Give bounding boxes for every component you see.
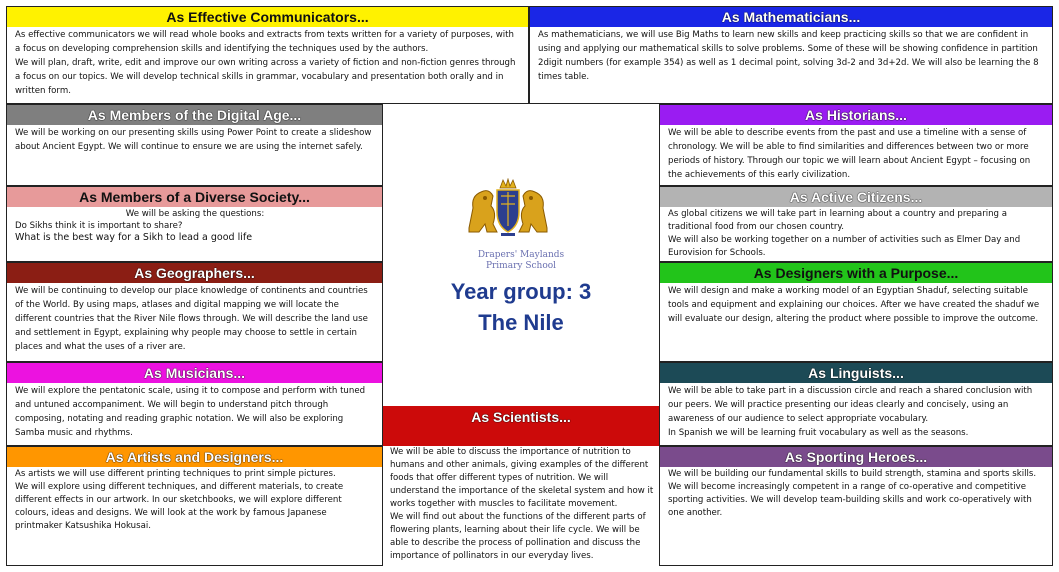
section-mathematicians-title: As Mathematicians... bbox=[530, 7, 1052, 27]
section-communicators bbox=[6, 6, 529, 104]
paragraph: We will design and make a working model of an Egyptian Shaduf, selecting suitable tools and equipment and explaining our choices. After we have created the shaduf we will evaluate our design, altering the product where possible to improve the outcome. bbox=[668, 286, 1040, 324]
section-linguists-title: As Linguists... bbox=[660, 363, 1052, 383]
section-digital bbox=[6, 104, 383, 186]
section-mathematicians-body bbox=[530, 27, 1052, 84]
paragraph: We will be able to take part in a discussion circle and reach a shared conclusion with our peers. We will practice presenting our ideas clearly and concisely, using an awareness of our audience to select appropriate vocabulary. bbox=[668, 386, 1033, 424]
paragraph: We will find out about the functions of the different parts of flowering plants, learning about their life cycle. We will be able to describe the process of pollination and discuss the importance of pollinators in our everyday lives. bbox=[390, 512, 646, 561]
paragraph: We will also be working together on a number of activities such as Elmer Day and Eurovision for Schools. bbox=[668, 235, 1021, 258]
paragraph: As global citizens we will take part in learning about a country and preparing a traditional food from our chosen country. bbox=[668, 209, 1008, 232]
section-scientists-title: As Scientists... bbox=[383, 406, 659, 446]
section-sporting-title: As Sporting Heroes... bbox=[660, 447, 1052, 467]
section-historians-body bbox=[660, 125, 1052, 182]
paragraph: We will be building our fundamental skills to build strength, stamina and sports skills. bbox=[668, 469, 1037, 479]
question-1: Do Sikhs think it is important to share? bbox=[15, 221, 183, 231]
section-scientists-body bbox=[383, 446, 659, 563]
section-diverse-body bbox=[7, 207, 382, 244]
section-diverse-title: As Members of a Diverse Society... bbox=[7, 187, 382, 207]
paragraph: We will be able to discuss the importance of nutrition to humans and other animals, giving examples of the different foods that offer different types of nutrition. We will understand the importance of the skeletal system and how it works together with muscles to facilitate movement. bbox=[390, 447, 654, 509]
section-sporting-body bbox=[660, 467, 1052, 520]
paragraph: We will become increasingly competent in a range of co-operative and competitive sporting activities. We will develop team-building skills and work co-operatively with one another. bbox=[668, 482, 1032, 518]
section-musicians-body bbox=[7, 383, 382, 440]
question-2: What is the best way for a Sikh to lead a good life bbox=[15, 232, 253, 243]
paragraph: We will be continuing to develop our place knowledge of continents and countries of the World. By using maps, atlases and digital mapping we will locate the different countries that the River Nile flows through. We will describe the land use and settlement in Egypt, explaining why people may choose to settle in certain places and what the uses of a river are. bbox=[15, 286, 368, 352]
section-geographers-body bbox=[7, 283, 382, 354]
section-historians-title: As Historians... bbox=[660, 105, 1052, 125]
section-citizens-body bbox=[660, 207, 1052, 260]
paragraph: We will explore using different techniques, and different materials, to create different effects in our artwork. In our sketchbooks, we will explore different colours, ideas and designs. We will look at the work by famous Japanese printmaker Katsushika Hokusai. bbox=[15, 482, 344, 531]
section-communicators-body bbox=[7, 27, 528, 98]
section-digital-title: As Members of the Digital Age... bbox=[7, 105, 382, 125]
section-artists bbox=[6, 446, 383, 566]
paragraph: We will plan, draft, write, edit and improve our own writing across a variety of fiction and non-fiction genres through a focus on our topics. We will develop technical skills in grammar, vocabulary and presentation both orally and in written form. bbox=[15, 58, 516, 96]
section-communicators-title: As Effective Communicators... bbox=[7, 7, 528, 27]
center-panel bbox=[383, 104, 659, 406]
section-digital-body bbox=[7, 125, 382, 154]
section-geographers-title: As Geographers... bbox=[7, 263, 382, 283]
section-musicians-title: As Musicians... bbox=[7, 363, 382, 383]
paragraph: We will explore the pentatonic scale, using it to compose and perform with tuned and untuned accompaniment. We will begin to understand pitch through composing, notating and reading graphic notation. We will also be exploring Samba music and rhythms. bbox=[15, 386, 366, 438]
section-citizens-title: As Active Citizens... bbox=[660, 187, 1052, 207]
school-name-line1: Drapers' Maylands bbox=[477, 250, 565, 260]
section-geographers bbox=[6, 262, 383, 362]
section-mathematicians bbox=[529, 6, 1053, 104]
paragraph: We will be working on our presenting skills using Power Point to create a slideshow about Ancient Egypt. We will continue to ensure we are using the internet safely. bbox=[15, 128, 372, 152]
section-artists-body bbox=[7, 467, 382, 533]
section-scientists bbox=[383, 406, 659, 566]
section-linguists bbox=[659, 362, 1053, 446]
paragraph: As mathematicians, we will use Big Maths to learn new skills and keep practicing skills so that we are confident in using and applying our mathematical skills to solve problems. Some of these will be showing confidence in partition 2digit numbers (for example 354) as well as 1 decimal point, solving 3d-2 and 3d+2d. We will also be learning the 8 times table. bbox=[538, 30, 1039, 82]
year-group-title: Year group: 3 bbox=[450, 279, 592, 304]
section-designers-title: As Designers with a Purpose... bbox=[660, 263, 1052, 283]
paragraph: As artists we will use different printing techniques to print simple pictures. bbox=[15, 469, 336, 479]
section-artists-title: As Artists and Designers... bbox=[7, 447, 382, 467]
topic-title: The Nile bbox=[478, 310, 564, 335]
paragraph: In Spanish we will be learning fruit vocabulary as well as the seasons. bbox=[668, 428, 969, 438]
section-sporting bbox=[659, 446, 1053, 566]
section-linguists-body bbox=[660, 383, 1052, 440]
section-historians bbox=[659, 104, 1053, 186]
paragraph: As effective communicators we will read whole books and extracts from texts written for a variety of purposes, with a focus on developing comprehension skills and identifying the techniques used by the authors. bbox=[15, 30, 514, 54]
school-crest-icon bbox=[463, 178, 553, 238]
section-citizens bbox=[659, 186, 1053, 262]
question-intro: We will be asking the questions: bbox=[125, 209, 265, 219]
section-musicians bbox=[6, 362, 383, 446]
section-designers bbox=[659, 262, 1053, 362]
section-diverse bbox=[6, 186, 383, 262]
paragraph: We will be able to describe events from the past and use a timeline with a sense of chronology. We will be able to find similarities and differences between two or more periods of history. Through our topic we will learn about Ancient Egypt – focusing on the achievements of this early civilization. bbox=[668, 128, 1031, 180]
school-name-line2: Primary School bbox=[485, 261, 557, 271]
section-designers-body bbox=[660, 283, 1052, 326]
